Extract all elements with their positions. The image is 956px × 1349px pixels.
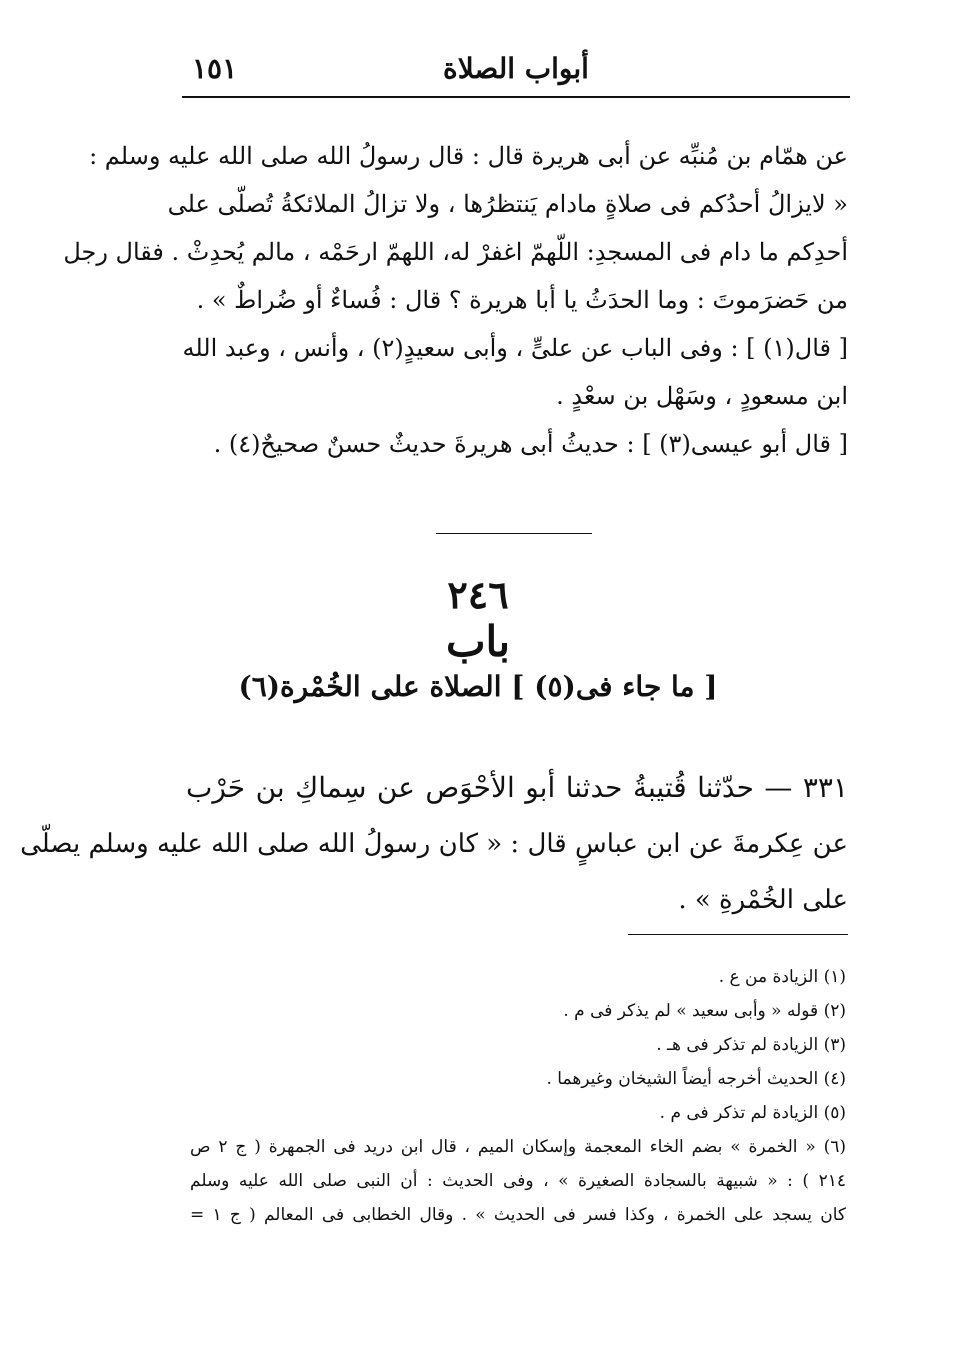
text-line: من حَضرَموتَ : وما الحدَثُ يا أبا هريرة ؟ قال : فُساءٌ أو ضُراطٌ » . [196,286,848,314]
footnote: (٤) الحديث أخرجه أيضاً الشيخان وغيرهما . [546,1069,846,1089]
abu-isa-line: [ قال أبو عيسى(٣) ] : حديثُ أبى هريرةَ حديثٌ حسنٌ صحيحٌ(٤) . [213,430,848,458]
header-rule [182,96,850,98]
hadith-text-top [63,132,848,468]
text-line: أحدِكم ما دام فى المسجدِ: اللّهمّ اغفرْ له، اللهمّ ارحَمْه ، مالم يُحدِثْ . فقال رجل [63,238,848,266]
text-line: « لايزالُ أحدُكم فى صلاةٍ مادام يَنتظرُها ، ولا تزالُ الملائكةُ تُصلّى على [167,190,848,218]
qala-line: [ قال(١) ] : وفى الباب عن علىٍّ ، وأبى سعيدٍ(٢) ، وأنس ، وعبد الله [182,334,848,362]
hadith-line: على الخُمْرةِ » . [678,885,848,915]
running-header [182,52,850,96]
hadith-331 [20,760,848,928]
hadith-line: عن عِكرمةَ عن ابن عباسٍ قال : « كان رسولُ الله صلى الله عليه وسلم يصلّى [20,829,848,859]
chapter-title: [ ما جاء فى(٥) ] الصلاة على الخُمْرة(٦) [238,670,718,703]
footnote: (١) الزيادة من ع . [718,967,846,987]
text-line: عن همّام بن مُنبِّه عن أبى هريرة قال : قال رسولُ الله صلى الله عليه وسلم : [89,142,848,170]
footnotes [190,960,846,1232]
qala-line: ابن مسعودٍ ، وسَهْل بن سعْدٍ . [556,382,848,410]
chapter-heading: باب [445,617,511,666]
footnote-rule [628,934,848,935]
footnote-continuation: كان يسجد على الخمرة ، وكذا فسر فى الحديث » . وقال الخطابى فى المعالم ( ج ١ = [190,1205,846,1225]
footnote: (٢) قوله « وأبى سعيد » لم يذكر فى م . [563,1001,846,1021]
section-separator [436,533,592,534]
hadith-line: ٣٣١ — حدّثنا قُتيبةُ حدثنا أبو الأحْوَص عن سِماكِ بن حَرْب [186,771,848,804]
footnote: (٥) الزيادة لم تذكر فى م . [659,1103,846,1123]
page-number: ١٥١ [192,52,238,85]
footnote: (٣) الزيادة لم تذكر فى هـ . [656,1035,846,1055]
header-title: أبواب الصلاة [443,52,589,85]
chapter-number: ٢٤٦ [447,572,509,617]
footnote-continuation: ٢١٤ ) : « شبيهة بالسجادة الصغيرة » ، وفى الحديث : أن النبى صلى الله عليه وسلم [190,1171,846,1191]
footnote: (٦) « الخمرة » بضم الخاء المعجمة وإسكان الميم ، قال ابن دريد فى الجمهرة ( ج ٢ ص [190,1137,846,1157]
